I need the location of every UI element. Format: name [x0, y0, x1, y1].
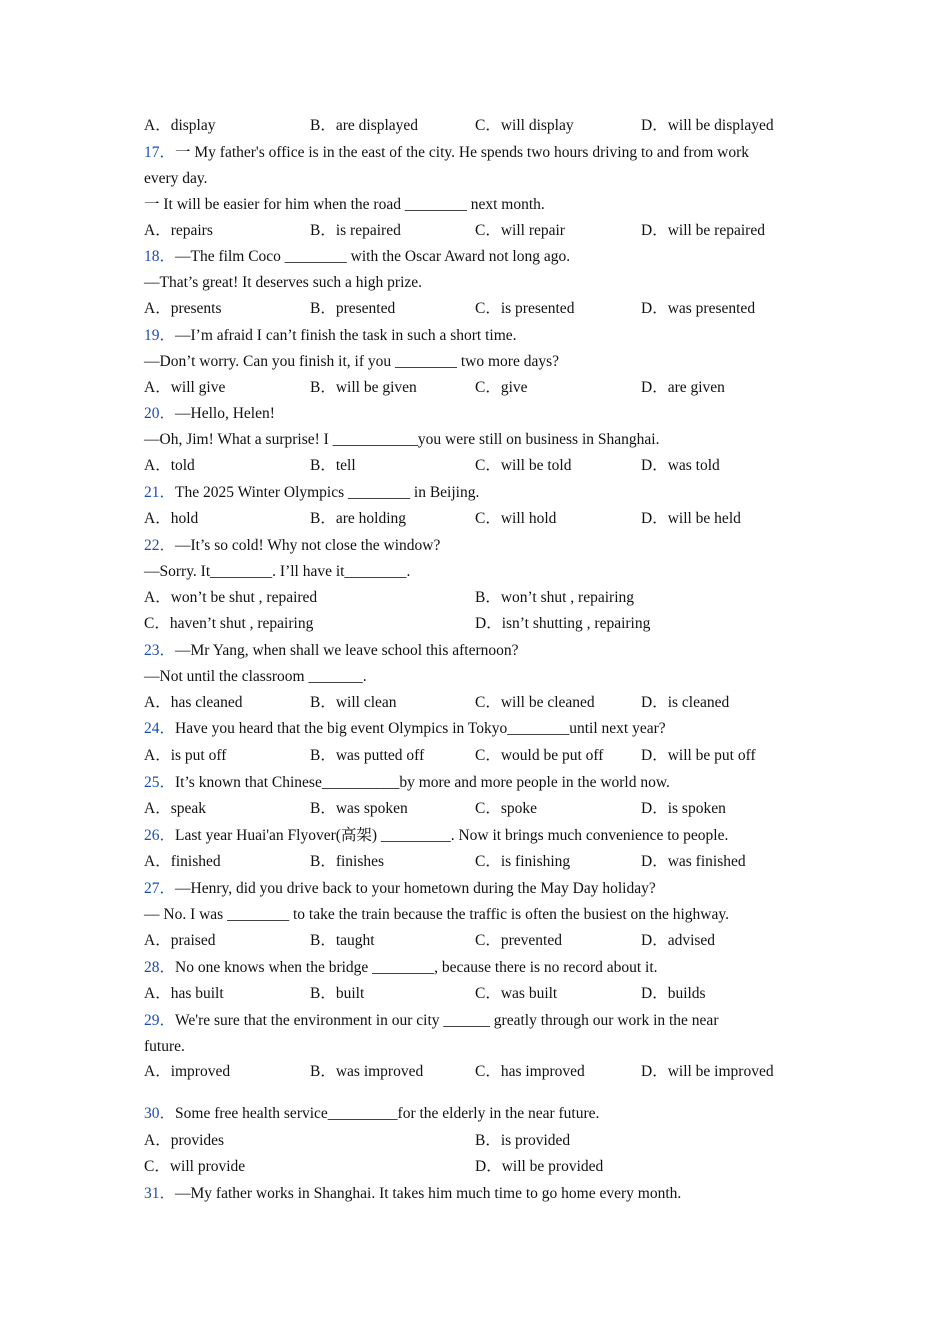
question-24	[144, 719, 804, 739]
question-number: 21．	[144, 484, 176, 501]
option-c: C．would be put off	[475, 747, 604, 764]
question-number: 24．	[144, 720, 176, 737]
option-a: A．display	[144, 117, 216, 134]
option-b: B．taught	[310, 932, 375, 949]
option-a: A．has built	[144, 985, 224, 1002]
question-text-cont: —Don’t worry. Can you finish it, if you ________ two more days?	[144, 353, 560, 370]
question-number: 17．	[144, 144, 176, 161]
options-row	[144, 1131, 810, 1151]
question-text: —It’s so cold! Why not close the window?	[175, 537, 441, 554]
options-row	[144, 116, 810, 136]
options-row	[144, 378, 810, 398]
option-a: A．repairs	[144, 222, 213, 239]
question-number: 25．	[144, 774, 176, 791]
question-25	[144, 773, 804, 793]
option-b: B．will clean	[310, 694, 397, 711]
question-text-cont: — No. I was ________ to take the train because the traffic is often the busiest on the highway.	[144, 906, 729, 923]
option-a: A．speak	[144, 800, 206, 817]
options-row	[144, 746, 810, 766]
question-29	[144, 1011, 804, 1031]
option-c: C．has improved	[475, 1063, 585, 1080]
option-b: B．finishes	[310, 853, 385, 870]
option-d: D．will be displayed	[641, 117, 774, 134]
options-row	[144, 299, 810, 319]
option-a: A．told	[144, 457, 195, 474]
question-text: —I’m afraid I can’t finish the task in such a short time.	[175, 327, 517, 344]
question-26	[144, 826, 804, 846]
question-number: 26．	[144, 827, 176, 844]
question-21	[144, 483, 804, 503]
option-a: A．presents	[144, 300, 222, 317]
option-c: C．spoke	[475, 800, 538, 817]
option-b: B．was spoken	[310, 800, 408, 817]
option-b: B．tell	[310, 457, 356, 474]
option-b: B．was putted off	[310, 747, 425, 764]
option-d: D．was presented	[641, 300, 756, 317]
option-b: B．was improved	[310, 1063, 424, 1080]
question-number: 23．	[144, 642, 176, 659]
option-c: C．give	[475, 379, 528, 396]
option-a: A．provides	[144, 1132, 225, 1149]
question-number: 22．	[144, 537, 176, 554]
question-19	[144, 326, 804, 346]
question-text: —Mr Yang, when shall we leave school this afternoon?	[175, 642, 519, 659]
option-d: D．will be put off	[641, 747, 756, 764]
question-27	[144, 879, 804, 899]
question-number: 30．	[144, 1105, 176, 1122]
option-d: D．will be held	[641, 510, 741, 527]
option-a: A．will give	[144, 379, 226, 396]
question-text-cont: —That’s great! It deserves such a high prize.	[144, 274, 423, 291]
option-c: C．is finishing	[475, 853, 571, 870]
options-row	[144, 693, 810, 713]
option-a: A．praised	[144, 932, 216, 949]
option-a: A．won’t be shut , repaired	[144, 589, 318, 606]
options-row	[144, 509, 810, 529]
question-18	[144, 247, 804, 267]
options-row	[144, 1157, 810, 1177]
option-c: C．was built	[475, 985, 558, 1002]
question-31	[144, 1184, 804, 1204]
question-number: 31．	[144, 1185, 176, 1202]
option-a: A．is put off	[144, 747, 227, 764]
option-c: C．will be told	[475, 457, 572, 474]
question-20	[144, 404, 804, 424]
option-b: B．is repaired	[310, 222, 401, 239]
options-row	[144, 221, 810, 241]
option-b: B．built	[310, 985, 365, 1002]
question-text: —My father works in Shanghai. It takes him much time to go home every month.	[175, 1185, 682, 1202]
question-number: 29．	[144, 1012, 176, 1029]
option-d: D．builds	[641, 985, 706, 1002]
option-d: D．isn’t shutting , repairing	[475, 615, 651, 632]
option-c: C．will provide	[144, 1158, 246, 1175]
question-text: Last year Huai'an Flyover(高架) _________. Now it brings much convenience to people.	[175, 827, 729, 844]
option-d: D．is cleaned	[641, 694, 730, 711]
options-row	[144, 1062, 810, 1082]
question-text: —The film Coco ________ with the Oscar Award not long ago.	[175, 248, 571, 265]
question-22	[144, 536, 804, 556]
option-d: D．is spoken	[641, 800, 726, 817]
option-a: A．finished	[144, 853, 221, 870]
option-d: D．was finished	[641, 853, 746, 870]
options-row	[144, 931, 810, 951]
option-c: C．will be cleaned	[475, 694, 595, 711]
option-b: B．won’t shut , repairing	[475, 589, 635, 606]
question-text-cont: 一 It will be easier for him when the road ________ next month.	[144, 196, 545, 213]
option-b: B．presented	[310, 300, 396, 317]
question-23	[144, 641, 804, 661]
question-text-cont: future.	[144, 1038, 185, 1055]
question-text-cont: —Sorry. It________. I’ll have it________.	[144, 563, 411, 580]
question-number: 19．	[144, 327, 176, 344]
option-c: C．will hold	[475, 510, 557, 527]
option-b: B．are displayed	[310, 117, 419, 134]
question-text-cont: —Not until the classroom _______.	[144, 668, 367, 685]
option-d: D．will be repaired	[641, 222, 765, 239]
options-row	[144, 852, 810, 872]
option-a: A．has cleaned	[144, 694, 243, 711]
question-text: Have you heard that the big event Olympics in Tokyo________until next year?	[175, 720, 666, 737]
question-number: 20．	[144, 405, 176, 422]
question-text: —Hello, Helen!	[175, 405, 275, 422]
question-text-cont: every day.	[144, 170, 208, 187]
options-row	[144, 588, 810, 608]
question-number: 28．	[144, 959, 176, 976]
option-d: D．advised	[641, 932, 716, 949]
option-d: D．are given	[641, 379, 725, 396]
question-28	[144, 958, 804, 978]
question-30	[144, 1104, 804, 1124]
option-c: C．will display	[475, 117, 574, 134]
question-number: 18．	[144, 248, 176, 265]
question-text: We're sure that the environment in our city ______ greatly through our work in the near	[175, 1012, 719, 1029]
option-b: B．will be given	[310, 379, 417, 396]
option-d: D．was told	[641, 457, 720, 474]
question-text: The 2025 Winter Olympics ________ in Beijing.	[175, 484, 480, 501]
option-a: A．improved	[144, 1063, 231, 1080]
option-d: D．will be improved	[641, 1063, 774, 1080]
question-text-cont: —Oh, Jim! What a surprise! I ___________you were still on business in Shanghai.	[144, 431, 660, 448]
option-c: C．prevented	[475, 932, 562, 949]
options-row	[144, 614, 810, 634]
option-d: D．will be provided	[475, 1158, 604, 1175]
option-a: A．hold	[144, 510, 199, 527]
question-text: 一 My father's office is in the east of the city. He spends two hours driving to and from work	[175, 144, 750, 161]
option-b: B．are holding	[310, 510, 406, 527]
option-c: C．will repair	[475, 222, 565, 239]
question-number: 27．	[144, 880, 176, 897]
option-c: C．haven’t shut , repairing	[144, 615, 314, 632]
options-row	[144, 799, 810, 819]
options-row	[144, 984, 810, 1004]
question-text: It’s known that Chinese__________by more and more people in the world now.	[175, 774, 670, 791]
question-text: —Henry, did you drive back to your hometown during the May Day holiday?	[175, 880, 656, 897]
question-text: Some free health service_________for the elderly in the near future.	[175, 1105, 600, 1122]
question-text: No one knows when the bridge ________, because there is no record about it.	[175, 959, 658, 976]
option-b: B．is provided	[475, 1132, 571, 1149]
option-c: C．is presented	[475, 300, 575, 317]
question-17	[144, 143, 804, 163]
options-row	[144, 456, 810, 476]
